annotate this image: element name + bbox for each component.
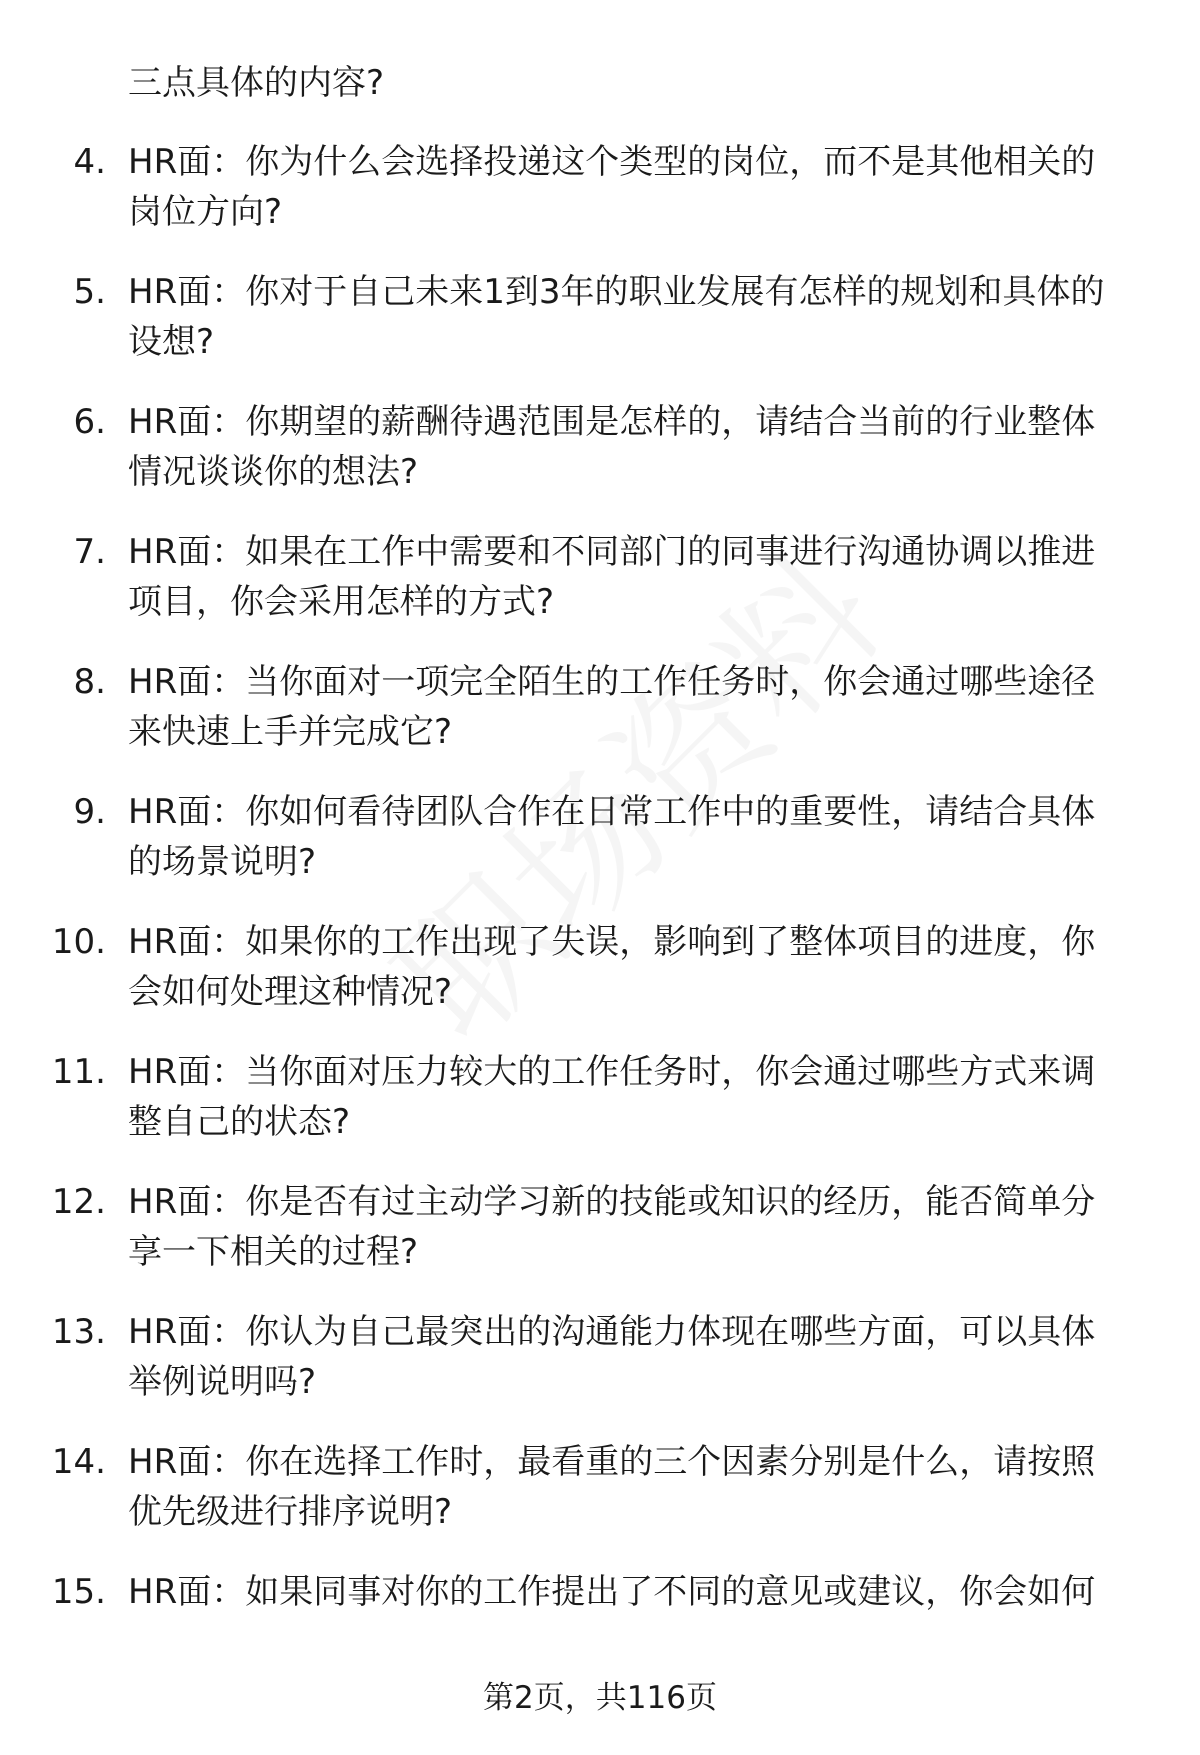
question-line: 项目，你会采用怎样的方式? [128,582,555,622]
question-text [128,267,1168,367]
continued-question-text: 三点具体的内容? [128,63,385,103]
question-text [128,137,1168,237]
question-line: 举例说明吗? [128,1362,317,1402]
question-text [128,1437,1168,1537]
question-line: HR面：当你面对压力较大的工作任务时，你会通过哪些方式来调 [128,1052,1096,1092]
question-list [0,137,1200,1697]
question-number: 6. [73,402,106,442]
question-line: HR面：如果同事对你的工作提出了不同的意见或建议，你会如何 [128,1572,1096,1612]
question-line: HR面：你认为自己最突出的沟通能力体现在哪些方面，可以具体 [128,1312,1096,1352]
page-footer: 第2页，共116页 [483,1680,717,1716]
question-line: HR面：你期望的薪酬待遇范围是怎样的，请结合当前的行业整体 [128,402,1096,442]
question-text [128,1567,1168,1617]
list-item [0,1047,1200,1177]
question-text [128,527,1168,627]
list-item [0,1437,1200,1567]
question-number: 13. [51,1312,106,1352]
question-line: 设想? [128,322,215,362]
question-line: HR面：如果你的工作出现了失误，影响到了整体项目的进度，你 [128,922,1096,962]
question-text [128,1177,1168,1277]
question-text [128,917,1168,1017]
question-line: HR面：你对于自己未来1到3年的职业发展有怎样的规划和具体的 [128,272,1105,312]
question-number: 7. [73,532,106,572]
question-number: 11. [51,1052,106,1092]
question-number: 5. [73,272,106,312]
question-line: 整自己的状态? [128,1102,351,1142]
question-text [128,1047,1168,1147]
question-line: HR面：如果在工作中需要和不同部门的同事进行沟通协调以推进 [128,532,1096,572]
question-line: 情况谈谈你的想法? [128,452,419,492]
question-line: 来快速上手并完成它? [128,712,453,752]
question-number: 8. [73,662,106,702]
question-line: 享一下相关的过程? [128,1232,419,1272]
question-text [128,787,1168,887]
question-line: HR面：你如何看待团队合作在日常工作中的重要性，请结合具体 [128,792,1096,832]
question-text [128,657,1168,757]
list-item [0,527,1200,657]
question-number: 9. [73,792,106,832]
list-item [0,657,1200,787]
list-item [0,787,1200,917]
list-item [0,1307,1200,1437]
question-number: 15. [51,1572,106,1612]
question-line: 的场景说明? [128,842,317,882]
question-number: 12. [51,1182,106,1222]
question-line: HR面：你为什么会选择投递这个类型的岗位，而不是其他相关的 [128,142,1096,182]
list-item [0,137,1200,267]
question-number: 14. [51,1442,106,1482]
question-line: HR面：你是否有过主动学习新的技能或知识的经历，能否简单分 [128,1182,1096,1222]
list-item [0,917,1200,1047]
list-item [0,1177,1200,1307]
question-text [128,1307,1168,1407]
question-number: 4. [73,142,106,182]
question-text [128,397,1168,497]
question-line: 会如何处理这种情况? [128,972,453,1012]
question-line: HR面：当你面对一项完全陌生的工作任务时，你会通过哪些途径 [128,662,1096,702]
question-line: 岗位方向? [128,192,283,232]
question-line: HR面：你在选择工作时，最看重的三个因素分别是什么，请按照 [128,1442,1096,1482]
question-line: 优先级进行排序说明? [128,1492,453,1532]
list-item [0,397,1200,527]
question-number: 10. [51,922,106,962]
list-item [0,267,1200,397]
